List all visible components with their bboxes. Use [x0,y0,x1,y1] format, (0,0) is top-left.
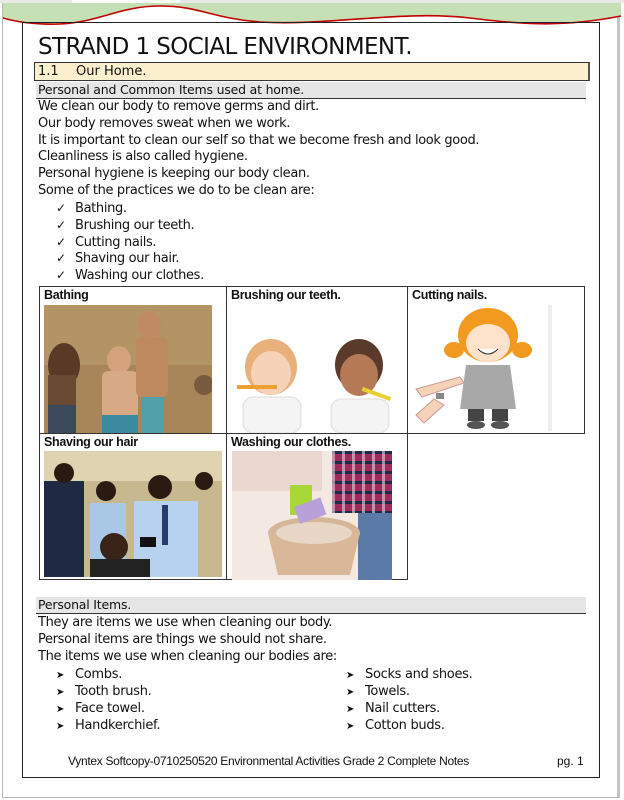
personal-items-list-right [346,666,472,734]
checkmark-icon: ✓ [56,251,66,266]
list-item: ➤ Towels. [346,684,410,699]
checkmark-icon: ✓ [56,201,66,215]
students-shaving-hair-photo [44,451,222,577]
page-number: pg. 1 [557,754,584,768]
intro-paragraphs [38,99,479,200]
paragraph-line: Our body removes sweat when we work. [38,115,291,131]
girl-cutting-nails-cartoon [414,305,560,431]
arrow-bullet-icon: ➤ [56,704,65,715]
arrow-bullet-icon: ➤ [346,721,355,732]
list-item: ✓ Brushing our teeth. [56,217,195,233]
list-item: ✓ Bathing. [56,201,127,216]
arrow-bullet-icon: ➤ [346,687,355,698]
page-title: STRAND 1 SOCIAL ENVIRONMENT. [38,34,412,60]
children-bathing-photo [44,305,212,433]
image-caption: Brushing our teeth. [231,288,341,302]
section-number: 1.1 [38,64,59,79]
list-item: ➤ Combs. [56,667,123,682]
list-item: ➤ Handkerchief. [56,718,161,733]
paragraph-line: The items we use when cleaning our bodies are: [38,648,337,664]
checkmark-icon: ✓ [56,268,66,283]
paragraph-line: We clean our body to remove germs and dirt. [38,99,319,114]
list-item: ➤ Nail cutters. [346,701,440,716]
paragraph-line: They are items we use when cleaning our body. [38,615,333,630]
subsection-heading-personal-items: Personal Items. [36,597,586,614]
section-heading [34,62,590,81]
image-cell-cutting-nails [407,286,585,434]
section-label: Our Home. [76,64,147,79]
toddlers-brushing-teeth-photo [231,305,403,433]
arrow-bullet-icon: ➤ [56,721,65,732]
image-cell-bathing [39,286,227,434]
list-item: ➤ Socks and shoes. [346,667,473,682]
practices-checklist [56,200,204,284]
list-item: ✓ Shaving our hair. [56,251,180,267]
checkmark-icon: ✓ [56,217,66,232]
subsection-heading-personal-common-items: Personal and Common Items used at home. [36,82,586,99]
list-item: ➤ Cotton buds. [346,718,445,733]
image-caption: Cutting nails. [412,288,487,302]
list-item: ➤ Face towel. [56,701,145,716]
paragraph-line: Personal hygiene is keeping our body clean. [38,166,310,182]
checkmark-icon: ✓ [56,234,66,249]
personal-items-paragraphs [38,615,337,665]
paragraph-line: Some of the practices we do to be clean are: [38,182,315,198]
arrow-bullet-icon: ➤ [346,670,355,681]
arrow-bullet-icon: ➤ [56,687,65,698]
list-item: ✓ Washing our clothes. [56,268,204,284]
image-caption: Bathing [44,288,89,302]
page-footer: Vyntex Softcopy-0710250520 Environmental Activities Grade 2 Complete Notes [68,754,469,768]
paragraph-line: Cleanliness is also called hygiene. [38,149,248,165]
paragraph-line: It is important to clean our self so that we become fresh and look good. [38,132,480,148]
image-caption: Washing our clothes. [231,435,351,449]
paragraph-line: Personal items are things we should not share. [38,631,327,647]
list-item: ✓ Cutting nails. [56,234,157,250]
washing-clothes-basin-photo [232,451,392,580]
list-item: ➤ Tooth brush. [56,684,152,699]
arrow-bullet-icon: ➤ [56,670,65,681]
image-caption: Shaving our hair [44,435,138,449]
image-cell-brushing-teeth [226,286,408,434]
image-cell-shaving-hair [39,433,227,580]
arrow-bullet-icon: ➤ [346,704,355,715]
personal-items-list-left [56,666,160,734]
image-cell-washing-clothes [226,433,408,580]
